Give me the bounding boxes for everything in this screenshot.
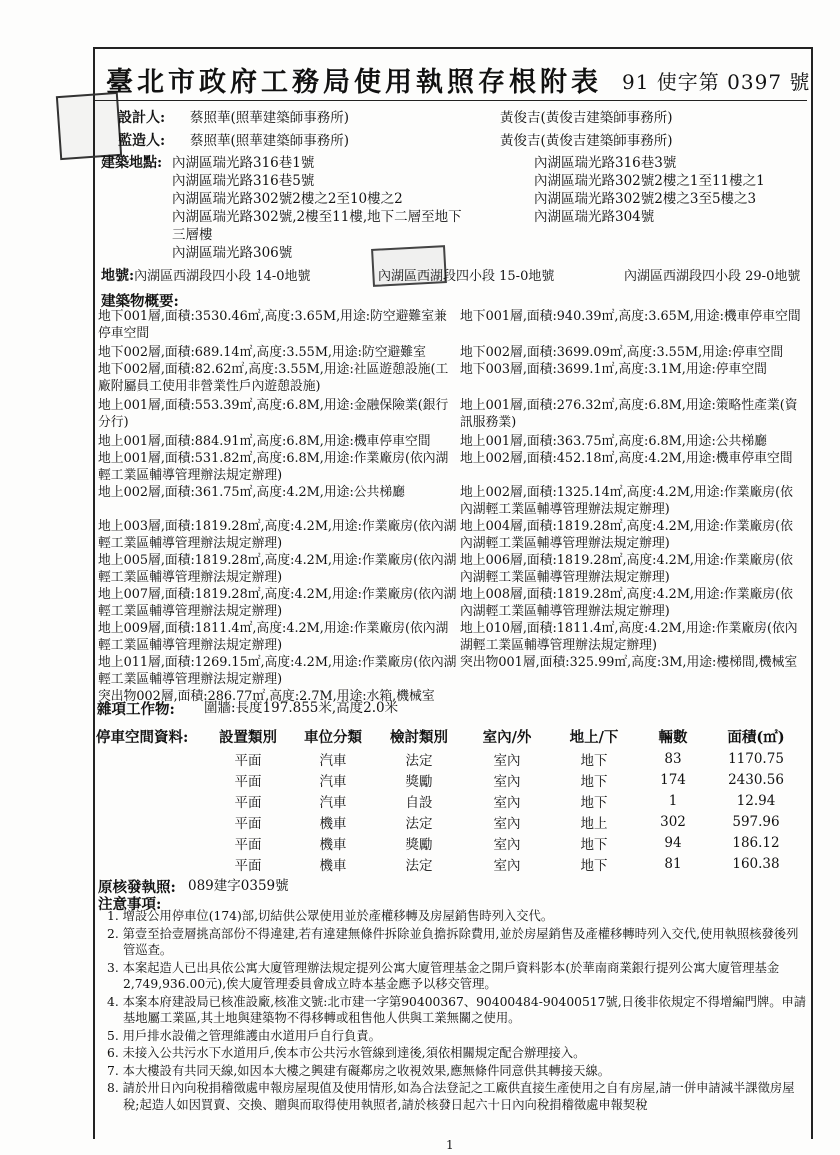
- table-cell: 室內: [493, 752, 521, 769]
- floor-item: 地下002層,面積:3699.09㎡,高度:3.55M,用途:停車空間: [460, 345, 784, 360]
- table-row: [96, 748, 802, 769]
- supervisor-value-2: 黃俊吉(黃俊吉建築師事務所): [500, 133, 673, 149]
- overview-left-column: [98, 308, 458, 705]
- table-cell: 平面: [234, 815, 262, 832]
- floor-item: 地上007層,面積:1819.28㎡,高度:4.2M,用途:作業廠房(依內湖輕工業區輔導管理辦法規定辦理): [98, 587, 457, 619]
- table-cell: 室內: [493, 794, 521, 811]
- table-cell: 地下: [580, 794, 608, 811]
- table-cell: 法定: [405, 857, 433, 874]
- page-number: 1: [446, 1138, 454, 1152]
- floor-item: 地上006層,面積:1819.28㎡,高度:4.2M,用途:作業廠房(依內湖輕工業區輔導管理辦法規定辦理): [460, 553, 793, 585]
- page-title: 臺北市政府工務局使用執照存根附表: [106, 67, 602, 98]
- note-item: 5. 用戶排水設備之管理維護由水道用戶自行負責。: [107, 1028, 381, 1043]
- floor-item: 地上002層,面積:1325.14㎡,高度:4.2M,用途:作業廠房(依內湖輕工業區輔導管理辦法規定辦理): [460, 485, 793, 517]
- table-row: [96, 811, 802, 832]
- original-permit-label: 原核發執照:: [98, 879, 176, 896]
- designer-value-2: 黃俊吉(黃俊吉建築師事務所): [500, 110, 673, 126]
- floor-item: 地下001層,面積:940.39㎡,高度:3.65M,用途:機車停車空間: [460, 309, 801, 324]
- lot-value-2: 內湖區西湖段四小段 15-0地號: [378, 269, 555, 284]
- table-cell: 94: [664, 834, 682, 851]
- table-cell: 機車: [319, 836, 347, 853]
- table-cell: 83: [664, 750, 682, 767]
- col-header: 室內/外: [482, 728, 532, 746]
- floor-item: 地上002層,面積:452.18㎡,高度:4.2M,用途:機車停車空間: [460, 451, 793, 466]
- col-header: 輛數: [658, 728, 688, 746]
- table-cell: 室內: [493, 773, 521, 790]
- overview-right-column: [460, 308, 805, 688]
- notes-label: 注意事項:: [98, 896, 162, 913]
- notes-list: [107, 908, 807, 1114]
- designer-label: 設計人:: [118, 110, 166, 126]
- site-right-0: 內湖區瑞光路316巷3號: [534, 155, 677, 171]
- table-row: [96, 769, 802, 790]
- table-cell: 汽車: [319, 752, 347, 769]
- lot-value-3: 內湖區西湖段四小段 29-0地號: [624, 269, 801, 284]
- table-cell: 機車: [319, 815, 347, 832]
- lot-line: [101, 268, 311, 285]
- lot-label: 地號:: [101, 268, 135, 284]
- floor-item: 地上003層,面積:1819.28㎡,高度:4.2M,用途:作業廠房(依內湖輕工業區輔導管理辦法規定辦理): [98, 519, 457, 551]
- misc-works-value: 圍牆:長度197.855米,高度2.0米: [204, 700, 399, 716]
- note-item: 7. 本大樓設有共同天線,如因本大樓之興建有礙鄰房之收視效果,應無條件同意供其轉接天線。: [107, 1063, 611, 1078]
- site-left-4: 三層樓: [172, 227, 213, 243]
- floor-item: 地上011層,面積:1269.15㎡,高度:4.2M,用途:作業廠房(依內湖輕工業區輔導管理辦法規定辦理): [98, 655, 457, 687]
- floor-item: 地下001層,面積:3530.46㎡,高度:3.65M,用途:防空避難室兼停車空間: [98, 309, 447, 341]
- parking-label: 停車空間資料:: [96, 728, 189, 746]
- site-left-1: 內湖區瑞光路316巷5號: [172, 173, 315, 189]
- table-cell: 平面: [234, 836, 262, 853]
- table-cell: 法定: [405, 815, 433, 832]
- site-left-2: 內湖區瑞光路302號2樓之2至10樓之2: [172, 191, 403, 207]
- table-cell: 汽車: [319, 794, 347, 811]
- floor-item: 地上001層,面積:276.32㎡,高度:6.8M,用途:策略性產業(資訊服務業): [460, 398, 798, 430]
- site-right-3: 內湖區瑞光路304號: [534, 209, 655, 225]
- parking-header-row: [96, 724, 802, 748]
- col-header: 設置類別: [219, 728, 277, 746]
- floor-item: 地下002層,面積:689.14㎡,高度:3.55M,用途:防空避難室: [98, 345, 426, 360]
- col-header: 地上/下: [569, 728, 619, 746]
- original-permit-value: 089建字0359號: [188, 878, 289, 894]
- misc-works-label: 雜項工作物:: [97, 701, 175, 718]
- floor-item: 地下003層,面積:3699.1㎡,高度:3.1M,用途:停車空間: [460, 362, 767, 377]
- title-divider: [95, 100, 807, 101]
- floor-item: 地上001層,面積:884.91㎡,高度:6.8M,用途:機車停車空間: [98, 434, 431, 449]
- supervisor-label: 監造人:: [118, 133, 166, 149]
- floor-item: 地上005層,面積:1819.28㎡,高度:4.2M,用途:作業廠房(依內湖輕工業區輔導管理辦法規定辦理): [98, 553, 457, 585]
- table-cell: 法定: [405, 752, 433, 769]
- note-item: 1. 增設公用停車位(174)部,切結供公眾使用並於產權移轉及房屋銷售時列入交代。: [107, 909, 554, 923]
- note-item: 4. 本案本府建設局已核准設廠,核准文號:北市建一字第90400367、90400484-90400517號,日後非依規定不得增編門牌。申請基地屬工業區,其土地與建築物不得移轉或租售他人供與工業無關之使用。: [107, 994, 807, 1025]
- lot-value-1: 內湖區西湖段四小段 14-0地號: [134, 269, 311, 284]
- site-right-2: 內湖區瑞光路302號2樓之3至5樓之3: [534, 191, 757, 207]
- floor-item: 地上009層,面積:1811.4㎡,高度:4.2M,用途:作業廠房(依內湖輕工業區輔導管理辦法規定辦理): [98, 621, 449, 653]
- table-cell: 160.38: [732, 855, 780, 872]
- table-cell: 獎勵: [405, 773, 433, 790]
- note-item: 3. 本案起造人已出具依公寓大廈管理辦法規定提列公寓大廈管理基金之開戶資料影本(於華南商業銀行提列公寓大廈管理基金2,749,936.00元),俟大廈管理委員會成立時本基金應予以移交管理。: [107, 960, 780, 991]
- table-cell: 平面: [234, 773, 262, 790]
- floor-item: 地上004層,面積:1819.28㎡,高度:4.2M,用途:作業廠房(依內湖輕工業區輔導管理辦法規定辦理): [460, 519, 793, 551]
- site-left-0: 內湖區瑞光路316巷1號: [172, 155, 315, 171]
- parking-table: [96, 724, 802, 874]
- table-cell: 地下: [580, 752, 608, 769]
- floor-item: 地上002層,面積:361.75㎡,高度:4.2M,用途:公共梯廳: [98, 485, 405, 500]
- table-cell: 1: [668, 792, 678, 809]
- floor-item: 地上001層,面積:363.75㎡,高度:6.8M,用途:公共梯廳: [460, 434, 767, 449]
- table-cell: 自設: [405, 794, 433, 811]
- table-cell: 2430.56: [728, 771, 784, 788]
- table-cell: 平面: [234, 857, 262, 874]
- table-cell: 汽車: [319, 773, 347, 790]
- site-left-3: 內湖區瑞光路302號,2樓至11樓,地下二層至地下: [172, 209, 462, 225]
- col-header: 車位分類: [304, 728, 362, 746]
- col-header: 面積(㎡): [727, 728, 785, 746]
- table-cell: 地下: [580, 857, 608, 874]
- site-right-1: 內湖區瑞光路302號2樓之1至11樓之1: [534, 173, 765, 189]
- table-row: [96, 790, 802, 811]
- table-cell: 室內: [493, 836, 521, 853]
- table-row: [96, 853, 802, 874]
- table-cell: 302: [660, 813, 686, 830]
- table-cell: 1170.75: [728, 750, 784, 767]
- table-cell: 機車: [319, 857, 347, 874]
- floor-item: 地上010層,面積:1811.4㎡,高度:4.2M,用途:作業廠房(依內湖輕工業區輔導管理辦法規定辦理): [460, 621, 798, 653]
- col-header: 檢討類別: [390, 728, 448, 746]
- designer-value-1: 蔡照華(照華建築師事務所): [190, 110, 350, 126]
- floor-item: 地下002層,面積:82.62㎡,高度:3.55M,用途:社區遊憩設施(工廠附屬員工使用非營業性戶內遊憩設施): [98, 362, 449, 394]
- supervisor-value-1: 蔡照華(照華建築師事務所): [190, 133, 350, 149]
- site-label: 建築地點:: [101, 155, 163, 171]
- table-cell: 186.12: [732, 834, 780, 851]
- site-left-5: 內湖區瑞光路306號: [172, 245, 293, 261]
- table-cell: 平面: [234, 752, 262, 769]
- table-cell: 12.94: [736, 792, 776, 809]
- table-cell: 室內: [493, 857, 521, 874]
- table-cell: 174: [660, 771, 686, 788]
- table-cell: 597.96: [732, 813, 780, 830]
- table-cell: 平面: [234, 794, 262, 811]
- note-item: 2. 第壹至拾壹層挑高部份不得違建,若有違建無條件拆除並負擔拆除費用,並於房屋銷售及產權移轉時列入交代,使用執照核發後列管巡查。: [107, 926, 799, 957]
- table-cell: 地下: [580, 773, 608, 790]
- floor-item: 地上001層,面積:531.82㎡,高度:6.8M,用途:作業廠房(依內湖輕工業區輔導管理辦法規定辦理): [98, 451, 449, 483]
- table-cell: 81: [664, 855, 682, 872]
- floor-item: 地上008層,面積:1819.28㎡,高度:4.2M,用途:作業廠房(依內湖輕工業區輔導管理辦法規定辦理): [460, 587, 793, 619]
- floor-item: 地上001層,面積:553.39㎡,高度:6.8M,用途:金融保險業(銀行分行): [98, 398, 449, 430]
- table-cell: 室內: [493, 815, 521, 832]
- note-item: 6. 未接入公共污水下水道用戶,俟本市公共污水管線到達後,須依相關規定配合辦理接入。: [107, 1046, 586, 1060]
- permit-number: 91 使字第 0397 號: [622, 70, 811, 94]
- table-cell: 地下: [580, 836, 608, 853]
- table-row: [96, 832, 802, 853]
- registration-stamp: [56, 92, 122, 160]
- table-cell: 獎勵: [405, 836, 433, 853]
- floor-item: 突出物001層,面積:325.99㎡,高度:3M,用途:樓梯間,機械室: [460, 655, 798, 670]
- table-cell: 地上: [580, 815, 608, 832]
- note-item: 8. 請於卅日內向稅捐稽徵處申報房屋現值及使用情形,如為合法登記之工廠供直接生產使用之自有房屋,請一併申請減半課徵房屋稅;起造人如因買賣、交換、贈與而取得使用執照者,請於核發日起六十日內向稅捐稽徵處申報契稅: [107, 1081, 795, 1112]
- overview-label: 建築物概要:: [101, 293, 179, 310]
- floor-item: 突出物002層,面積:286.77㎡,高度:2.7M,用途:水箱,機械室: [98, 689, 435, 704]
